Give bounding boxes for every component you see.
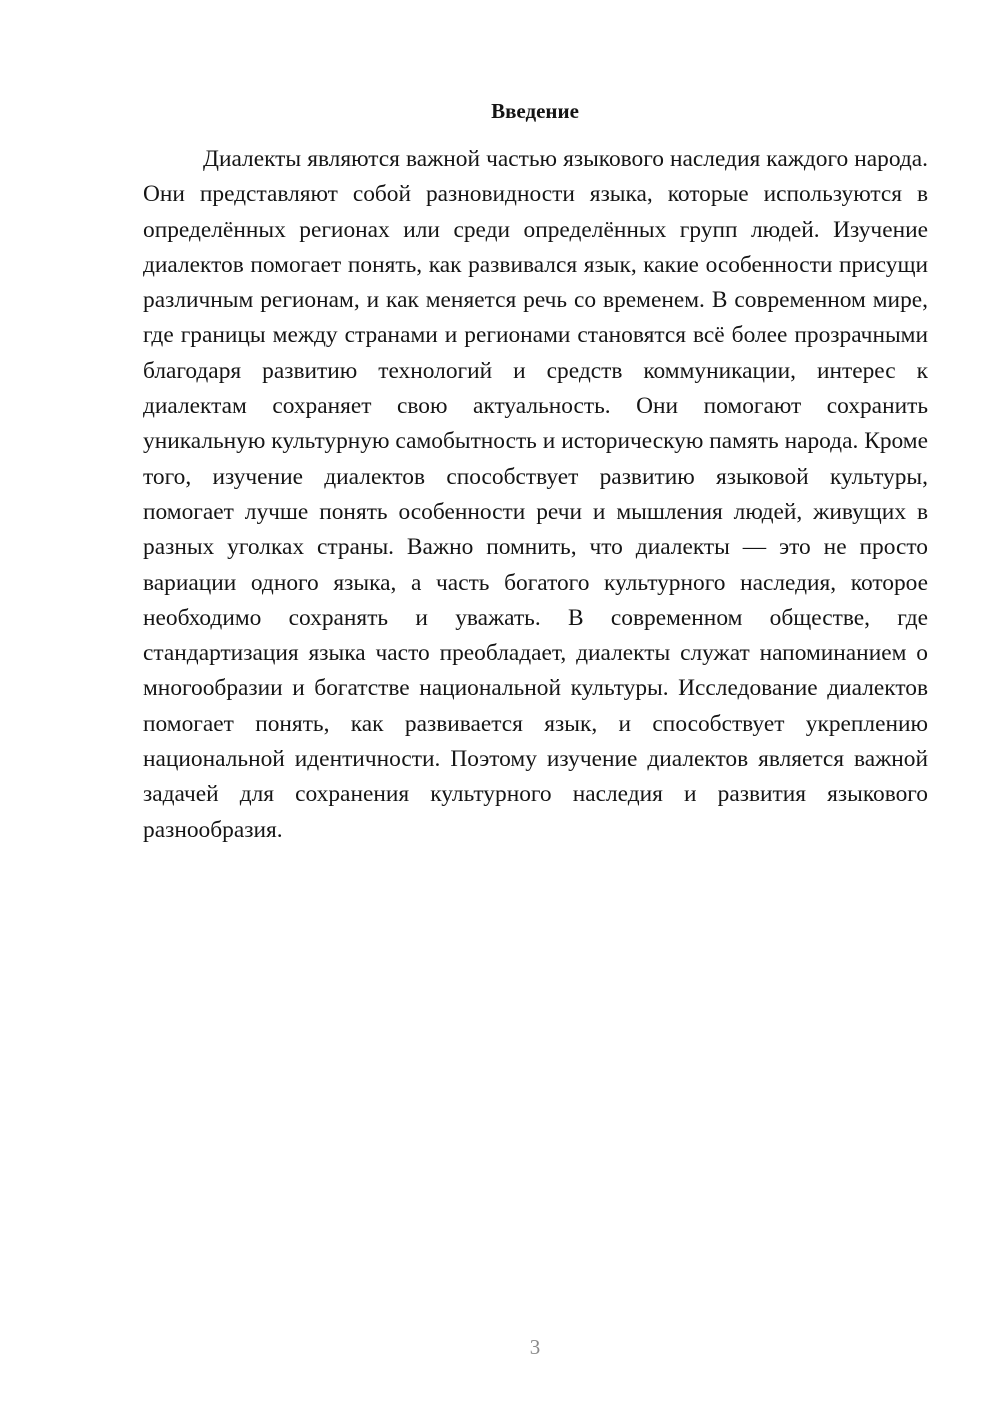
body-paragraph: Диалекты являются важной частью языкового наследия каждого народа. Они представляют собой разновидности языка, которые используются в определённых регионах или среди определённых групп людей. Изучение диалектов помогает понять, как развивался язык, какие особенности присущи различным регионам, и как меняется речь со временем. В современном мире, где границы между странами и регионами становятся всё более прозрачными благодаря развитию технологий и средств коммуникации, интерес к диалектам сохраняет свою актуальность. Они помогают сохранить уникальную культурную самобытность и историческую память народа. Кроме того, изучение диалектов способствует развитию языковой культуры, помогает лучше понять особенности речи и мышления людей, живущих в разных уголках страны. Важно помнить, что диалекты — это не просто вариации одного языка, а часть богатого культурного наследия, которое необходимо сохранять и уважать. В современном обществе, где стандартизация языка часто преобладает, диалекты служат напоминанием о многообразии и богатстве национальной культуры. Исследование диалектов помогает понять, как развивается язык, и способствует укреплению национальной идентичности. Поэтому изучение диалектов является важной задачей для сохранения культурного наследия и развития языкового разнообразия.: [143, 146, 928, 843]
page-number: 3: [529, 1335, 541, 1359]
section-heading: Введение: [491, 99, 579, 123]
